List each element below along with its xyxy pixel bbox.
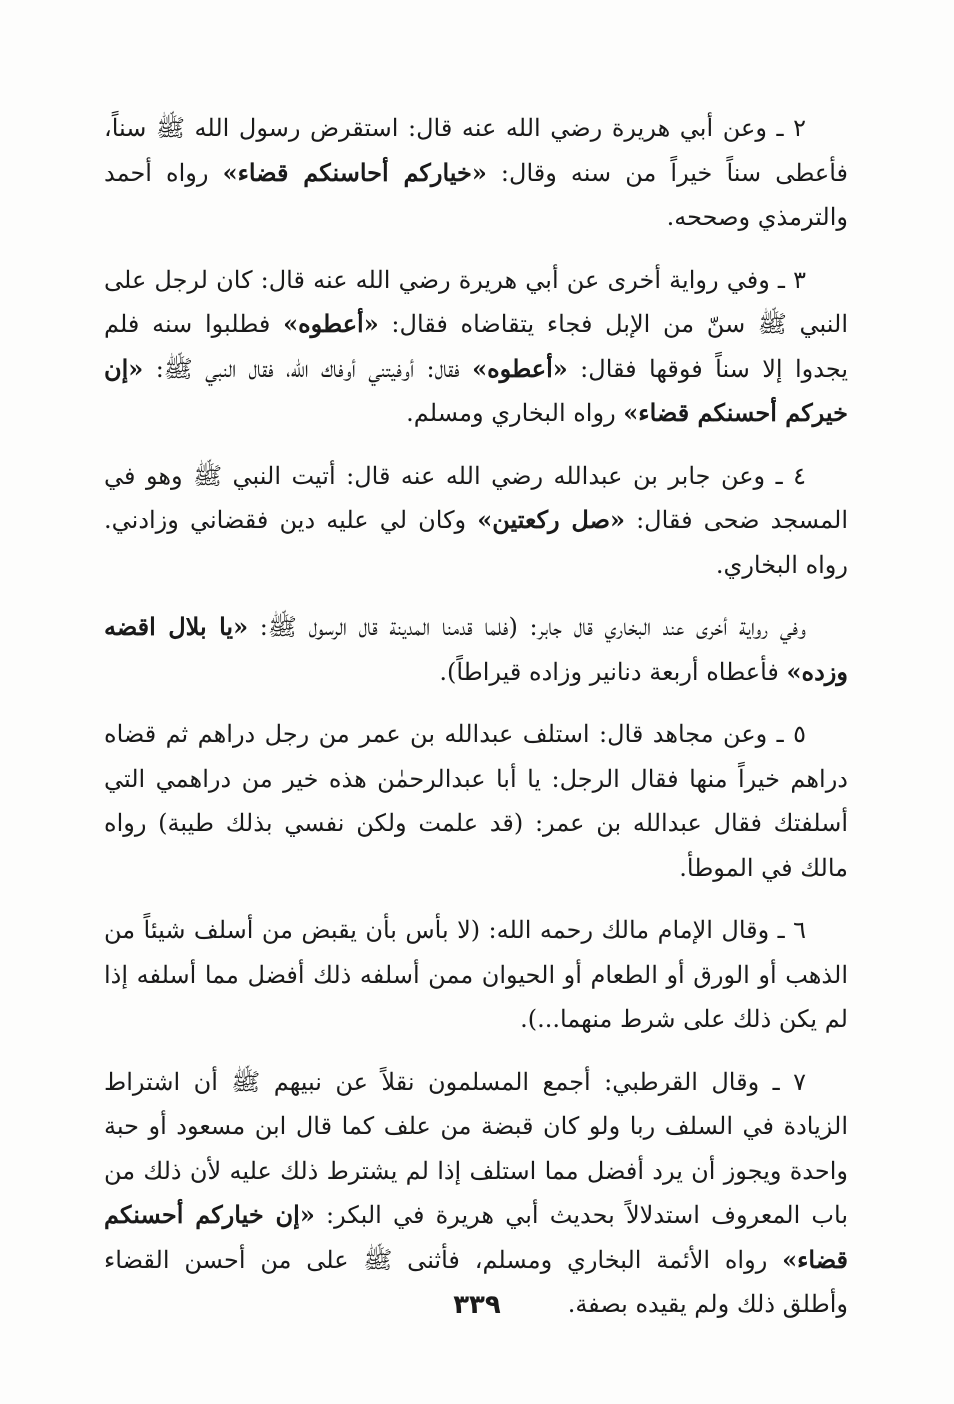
paragraph-4 [104, 454, 848, 588]
hadith-quote: «إن خيركم أحسنكم قضاء» [104, 353, 848, 427]
text-segment: فأعطاه أربعة دنانير وزاده قيراطاً). [439, 657, 787, 686]
text-segment: رواه الأئمة البخاري ومسلم، فأثنى ﷺ على من أحسن القضاء وأطلق ذلك ولم يقيده بصفة. [104, 1245, 848, 1318]
hadith-quote: «إن خياركم أحسنكم قضاء» [104, 1200, 848, 1274]
text-segment: ٦ ـ وقال الإمام مالك رحمه الله: (لا بأس بأن يقبض من أسلف شيئاً من الذهب أو الورق أو الطعام أو الحيوان ممن أسلفه ذلك أفضل مما أسلفه إذا لم يكن ذلك على شرط منهما...). [104, 916, 848, 1033]
paragraph-6 [104, 908, 848, 1042]
text-segment: ٥ ـ وعن مجاهد قال: استلف عبدالله بن عمر من رجل دراهم ثم قضاه دراهم خيراً منها فقال الرجل: يا أبا عبدالرحمٰن هذه خير من دراهمي التي أسلفتك فقال عبدالله بن عمر: (قد علمت ولكن نفسي بذلك طيبة) رواه مالك في الموطأ. [104, 720, 848, 882]
paragraph-5 [104, 712, 848, 890]
paragraph-7 [104, 1060, 848, 1327]
hadith-quote: «أعطوه» [472, 353, 568, 383]
text-segment: ٤ ـ وعن جابر بن عبدالله رضي الله عنه قال: أتيت النبي ﷺ وهو في المسجد ضحى فقال: [104, 461, 848, 534]
text-segment: فطلبوا سنه فلم يجدوا إلا سناً فوقها فقال: [104, 310, 849, 383]
paragraph-3 [104, 258, 848, 436]
text-segment: ٢ ـ وعن أبي هريرة رضي الله عنه قال: استقرض رسول الله ﷺ سناً، فأعطى سناً خيراً من سنه وقال: [104, 114, 849, 187]
text-segment: فقال: أوفيتني أوفاك الله، فقال النبي ﷺ: [143, 354, 473, 383]
paragraph-2 [104, 106, 848, 240]
page-number: ٣٣٩ [453, 1290, 501, 1320]
text-segment: وفي رواية أخرى عند البخاري قال جابر: (فلما قدمنا المدينة قال الرسول ﷺ: [248, 613, 806, 641]
text-segment: ٣ ـ وفي رواية أخرى عن أبي هريرة رضي الله عنه قال: كان لرجل على النبي ﷺ سنّ من الإبل فجاء يتقاضاه فقال: [104, 265, 849, 338]
text-segment: ٧ ـ وقال القرطبي: أجمع المسلمون نقلاً عن نبيهم ﷺ أن اشتراط الزيادة في السلف ربا ولو كان قبضة من علف كما قال ابن مسعود أو حبة واحدة ويجوز أن يرد أفضل مما استلف إذا لم يشترط ذلك عليه لأن ذلك من باب المعروف استدلالاً بحديث أبي هريرة في البكر: [104, 1067, 849, 1229]
hadith-quote: «خياركم أحاسنكم قضاء» [222, 157, 487, 187]
text-segment: وكان لي عليه دين فقضاني وزادني. رواه البخاري. [104, 506, 848, 579]
page-body-text [104, 106, 848, 1345]
paragraph-4-alt-narration [104, 605, 848, 694]
hadith-quote: «أعطوه» [283, 309, 379, 338]
hadith-quote: «يا بلال اقضه وزده» [104, 612, 848, 686]
hadith-quote: «صل ركعتين» [477, 505, 625, 534]
text-segment: رواه البخاري ومسلم. [406, 399, 624, 427]
text-segment: رواه أحمد والترمذي وصححه. [104, 158, 848, 231]
